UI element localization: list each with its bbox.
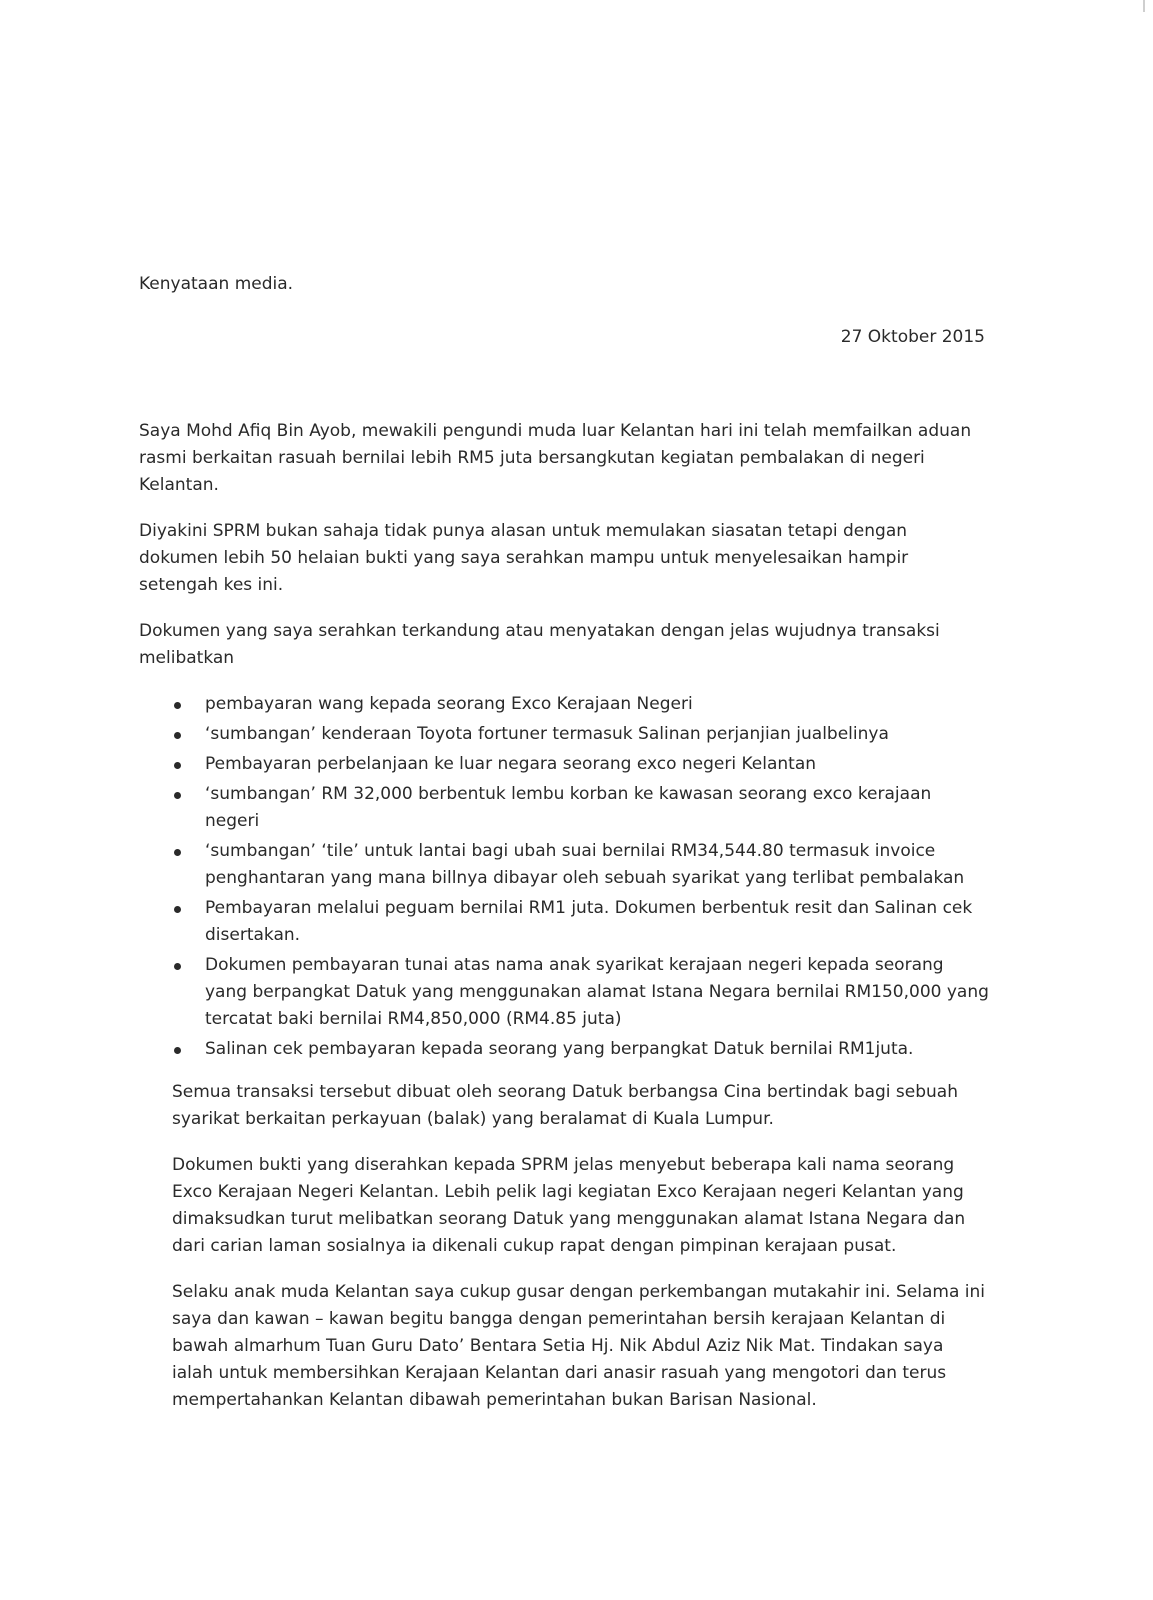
- paragraph-after-1: Semua transaksi tersebut dibuat oleh seorang Datuk berbangsa Cina bertindak bagi sebuah syarikat berkaitan perkayuan (balak) yang beralamat di Kuala Lumpur.: [172, 1082, 958, 1129]
- list-item: Salinan cek pembayaran kepada seorang yang berpangkat Datuk bernilai RM1juta.: [139, 1036, 989, 1063]
- list-item: ‘sumbangan’ kenderaan Toyota fortuner termasuk Salinan perjanjian jualbelinya: [139, 721, 989, 748]
- transaction-list: [139, 691, 989, 1063]
- paragraph-intro-2: Diyakini SPRM bukan sahaja tidak punya alasan untuk memulakan siasatan tetapi dengan dokumen lebih 50 helaian bukti yang saya serahkan mampu untuk menyelesaikan hampir setengah kes ini.: [139, 521, 909, 595]
- list-item: Pembayaran perbelanjaan ke luar negara seorang exco negeri Kelantan: [139, 751, 989, 778]
- paragraph-after-3: Selaku anak muda Kelantan saya cukup gusar dengan perkembangan mutakahir ini. Selama ini saya dan kawan – kawan begitu bangga dengan pemerintahan bersih kerajaan Kelantan di bawah almarhum Tuan Guru Dato’ Bentara Setia Hj. Nik Abdul Aziz Nik Mat. Tindakan saya ialah untuk membersihkan Kerajaan Kelantan dari anasir rasuah yang mengotori dan terus mempertahankan Kelantan dibawah pemerintahan bukan Barisan Nasional.: [172, 1282, 986, 1410]
- document-heading: Kenyataan media.: [139, 274, 294, 294]
- list-item: pembayaran wang kepada seorang Exco Kerajaan Negeri: [139, 691, 989, 718]
- paragraph-intro-3: Dokumen yang saya serahkan terkandung atau menyatakan dengan jelas wujudnya transaksi melibatkan: [139, 621, 940, 668]
- scan-edge-mark: [1143, 0, 1145, 12]
- list-item: ‘sumbangan’ RM 32,000 berbentuk lembu korban ke kawasan seorang exco kerajaan negeri: [139, 781, 989, 835]
- list-item: Dokumen pembayaran tunai atas nama anak syarikat kerajaan negeri kepada seorang yang berpangkat Datuk yang menggunakan alamat Istana Negara bernilai RM150,000 yang tercatat baki bernilai RM4,850,000 (RM4.85 juta): [139, 952, 989, 1033]
- document-body: [139, 418, 989, 1433]
- document-date: 27 Oktober 2015: [840, 327, 985, 347]
- paragraph-intro-1: Saya Mohd Afiq Bin Ayob, mewakili pengundi muda luar Kelantan hari ini telah memfailkan aduan rasmi berkaitan rasuah bernilai lebih RM5 juta bersangkutan kegiatan pembalakan di negeri Kelantan.: [139, 421, 972, 495]
- list-item: ‘sumbangan’ ‘tile’ untuk lantai bagi ubah suai bernilai RM34,544.80 termasuk invoice penghantaran yang mana billnya dibayar oleh sebuah syarikat yang terlibat pembalakan: [139, 838, 989, 892]
- paragraph-after-2: Dokumen bukti yang diserahkan kepada SPRM jelas menyebut beberapa kali nama seorang Exco Kerajaan Negeri Kelantan. Lebih pelik lagi kegiatan Exco Kerajaan negeri Kelantan yang dimaksudkan turut melibatkan seorang Datuk yang menggunakan alamat Istana Negara dan dari carian laman sosialnya ia dikenali cukup rapat dengan pimpinan kerajaan pusat.: [172, 1155, 966, 1256]
- list-item: Pembayaran melalui peguam bernilai RM1 juta. Dokumen berbentuk resit dan Salinan cek disertakan.: [139, 895, 989, 949]
